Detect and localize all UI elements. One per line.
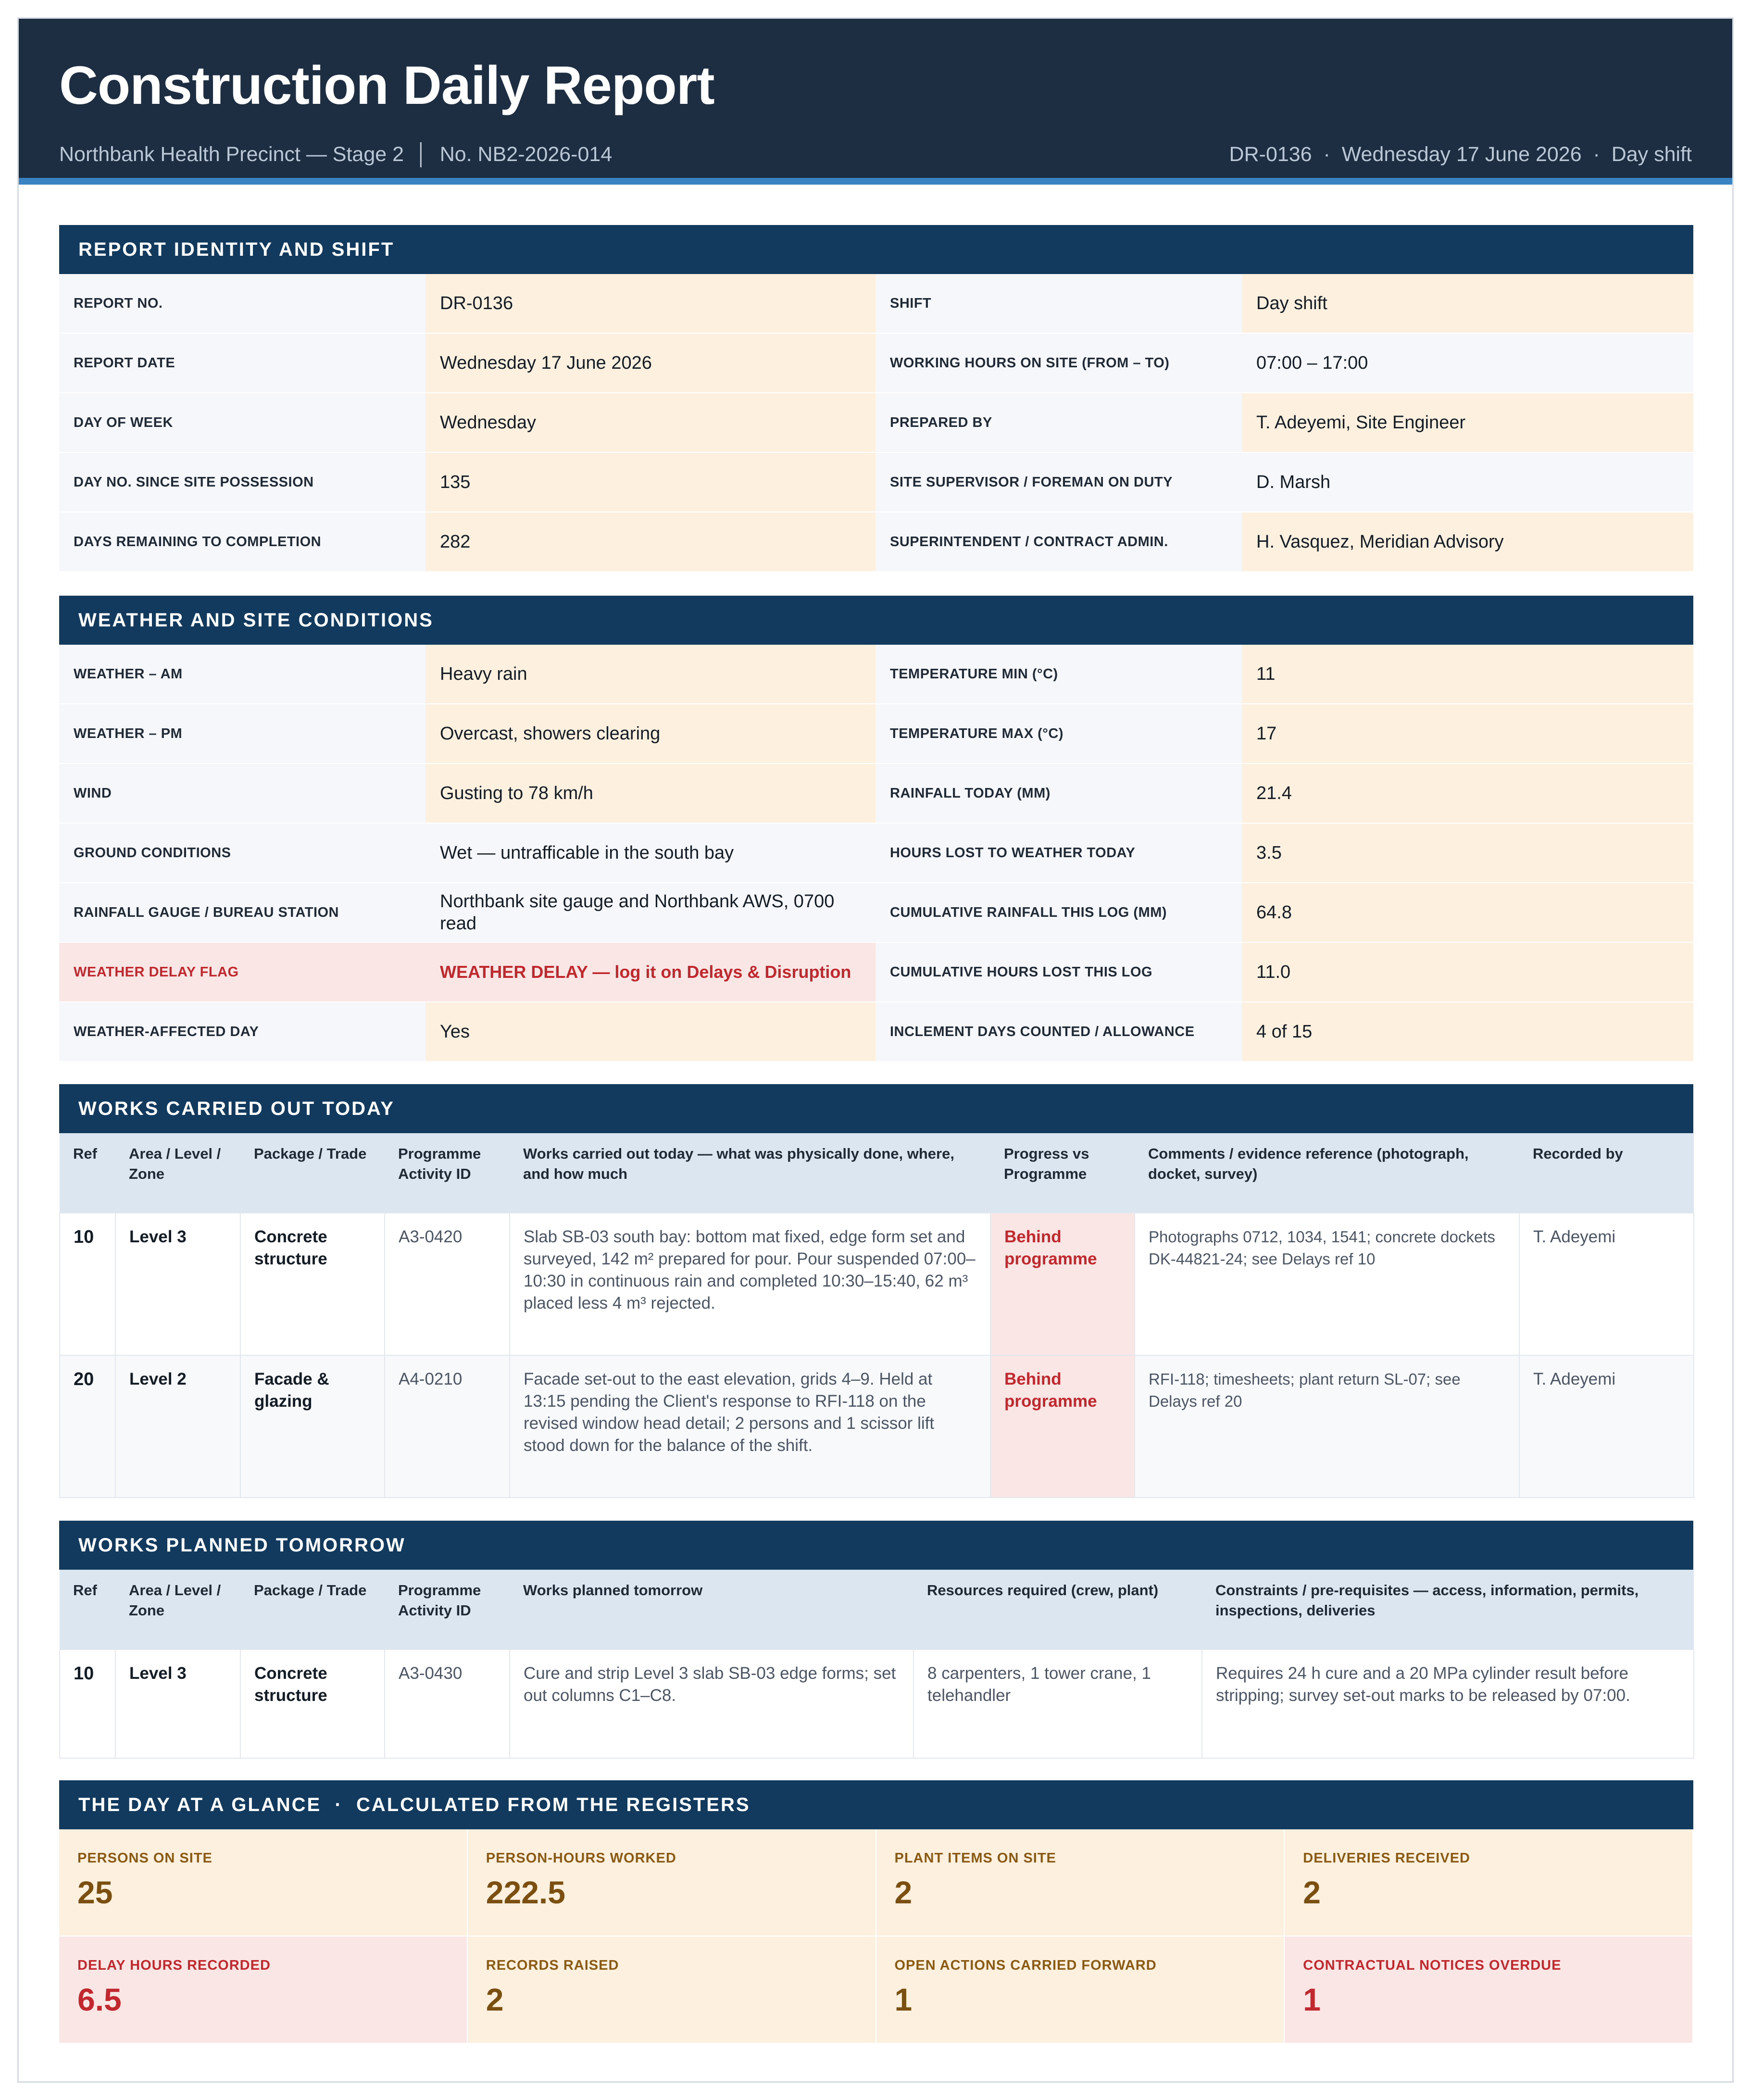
stat-tile	[876, 1937, 1285, 2044]
field-label: WORKING HOURS ON SITE (FROM – TO)	[876, 334, 1242, 393]
field-value: DR-0136	[425, 274, 876, 334]
stat-tile-alert	[1285, 1937, 1693, 2044]
stat-tile	[1285, 1829, 1693, 1937]
field-value: Gusting to 78 km/h	[425, 764, 876, 824]
column-header: Recorded by	[1519, 1133, 1694, 1213]
activity-cell: A3-0430	[385, 1650, 510, 1758]
field-value: Northbank site gauge and Northbank AWS, 0700 read	[425, 883, 876, 943]
field-value: 282	[425, 512, 876, 572]
package-cell: Facade & glazing	[240, 1355, 385, 1498]
ref-cell: 10	[60, 1213, 115, 1355]
column-header: Resources required (crew, plant)	[913, 1570, 1202, 1650]
progress-cell: Behind programme	[990, 1213, 1135, 1355]
field-label: TEMPERATURE MAX (°C)	[876, 704, 1242, 764]
field-label: INCLEMENT DAYS COUNTED / ALLOWANCE	[876, 1002, 1242, 1062]
stat-value: 2	[894, 1875, 913, 1910]
column-header: Ref	[60, 1570, 115, 1650]
field-label: SHIFT	[876, 274, 1242, 334]
field-value: 4 of 15	[1242, 1002, 1693, 1062]
field-label: GROUND CONDITIONS	[59, 824, 425, 883]
field-value: Yes	[425, 1002, 876, 1062]
stat-tile-alert	[59, 1937, 468, 2044]
weather-grid	[59, 645, 1693, 1062]
section-heading: WORKS PLANNED TOMORROW	[59, 1521, 1693, 1570]
stat-value: 2	[486, 1982, 504, 2017]
field-value: 07:00 – 17:00	[1242, 334, 1693, 393]
stat-tile	[468, 1829, 876, 1937]
field-label: REPORT NO.	[59, 274, 425, 334]
works-cell: Cure and strip Level 3 slab SB-03 edge forms; set out columns C1–C8.	[510, 1650, 913, 1758]
field-value: 64.8	[1242, 883, 1693, 943]
field-value: D. Marsh	[1242, 453, 1693, 512]
table-row	[60, 1650, 1694, 1758]
field-label: WEATHER – PM	[59, 704, 425, 764]
field-label: RAINFALL GAUGE / BUREAU STATION	[59, 883, 425, 943]
column-header: Programme Activity ID	[385, 1133, 510, 1213]
field-value: Heavy rain	[425, 645, 876, 704]
stat-value: 6.5	[77, 1982, 122, 2017]
field-label: PREPARED BY	[876, 393, 1242, 453]
area-cell: Level 2	[115, 1355, 240, 1498]
comments-cell: RFI-118; timesheets; plant return SL-07; see Delays ref 20	[1135, 1355, 1519, 1498]
works-tomorrow-table	[59, 1570, 1694, 1759]
field-label: HOURS LOST TO WEATHER TODAY	[876, 824, 1242, 883]
column-header: Area / Level / Zone	[115, 1133, 240, 1213]
stat-label: CONTRACTUAL NOTICES OVERDUE	[1303, 1958, 1562, 1973]
works-today-table	[59, 1133, 1694, 1498]
stat-tile	[59, 1829, 468, 1937]
stat-value: 222.5	[486, 1875, 565, 1910]
progress-cell: Behind programme	[990, 1355, 1135, 1498]
works-tomorrow-section	[59, 1521, 1693, 1759]
stat-label: OPEN ACTIONS CARRIED FORWARD	[894, 1958, 1157, 1973]
field-label: RAINFALL TODAY (MM)	[876, 764, 1242, 824]
field-value: Wednesday	[425, 393, 876, 453]
glance-grid	[59, 1829, 1693, 2044]
comments-cell: Photographs 0712, 1034, 1541; concrete dockets DK-44821-24; see Delays ref 10	[1135, 1213, 1519, 1355]
field-value: Wednesday 17 June 2026	[425, 334, 876, 393]
stat-value: 2	[1303, 1875, 1321, 1910]
field-value: Overcast, showers clearing	[425, 704, 876, 764]
package-cell: Concrete structure	[240, 1650, 385, 1758]
field-value: Wet — untrafficable in the south bay	[425, 824, 876, 883]
ref-cell: 20	[60, 1355, 115, 1498]
field-value: 11.0	[1242, 943, 1693, 1002]
report-sheet	[17, 17, 1734, 2083]
stat-label: RECORDS RAISED	[486, 1958, 619, 1973]
column-header: Comments / evidence reference (photograph, docket, survey)	[1135, 1133, 1519, 1213]
field-label: DAYS REMAINING TO COMPLETION	[59, 512, 425, 572]
weather-delay-flag-label: WEATHER DELAY FLAG	[59, 943, 425, 1002]
field-value: T. Adeyemi, Site Engineer	[1242, 393, 1693, 453]
field-value: Day shift	[1242, 274, 1693, 334]
field-label: WEATHER – AM	[59, 645, 425, 704]
works-cell: Slab SB-03 south bay: bottom mat fixed, edge form set and surveyed, 142 m² prepared for pour. Pour suspended 07:00–10:30 in continuous rain and completed 10:30–15:40, 62 m³ placed less 4 m³ rejected.	[510, 1213, 990, 1355]
stat-label: DELAY HOURS RECORDED	[77, 1958, 271, 1973]
column-header: Programme Activity ID	[385, 1570, 510, 1650]
field-value: H. Vasquez, Meridian Advisory	[1242, 512, 1693, 572]
column-header: Constraints / pre-requisites — access, information, permits, inspections, deliveries	[1202, 1570, 1694, 1650]
field-label: DAY NO. SINCE SITE POSSESSION	[59, 453, 425, 512]
field-label: REPORT DATE	[59, 334, 425, 393]
activity-cell: A3-0420	[385, 1213, 510, 1355]
table-row	[60, 1355, 1694, 1498]
stat-tile	[876, 1829, 1285, 1937]
field-label: TEMPERATURE MIN (°C)	[876, 645, 1242, 704]
table-row	[60, 1213, 1694, 1355]
works-cell: Facade set-out to the east elevation, grids 4–9. Held at 13:15 pending the Client's response to RFI-118 on the revised window head detail; 2 persons and 1 scissor lift stood down for the balance of the shift.	[510, 1355, 990, 1498]
area-cell: Level 3	[115, 1213, 240, 1355]
identity-section	[59, 225, 1693, 572]
field-value: 21.4	[1242, 764, 1693, 824]
stat-value: 25	[77, 1875, 113, 1910]
column-header: Package / Trade	[240, 1133, 385, 1213]
column-header: Works planned tomorrow	[510, 1570, 913, 1650]
field-value: 135	[425, 453, 876, 512]
resources-cell: 8 carpenters, 1 tower crane, 1 telehandler	[913, 1650, 1202, 1758]
column-header: Ref	[60, 1133, 115, 1213]
stat-value: 1	[1303, 1982, 1321, 2017]
glance-section	[59, 1780, 1693, 2044]
report-meta-line: DR-0136 · Wednesday 17 June 2026 · Day shift	[1229, 143, 1692, 166]
stat-tile	[468, 1937, 876, 2044]
column-header: Package / Trade	[240, 1570, 385, 1650]
constraints-cell: Requires 24 h cure and a 20 MPa cylinder result before stripping; survey set-out marks to be released by 07:00.	[1202, 1650, 1694, 1758]
ref-cell: 10	[60, 1650, 115, 1758]
field-label: WIND	[59, 764, 425, 824]
column-header: Progress vs Programme	[990, 1133, 1135, 1213]
field-value: 3.5	[1242, 824, 1693, 883]
report-banner	[19, 19, 1732, 185]
project-line: Northbank Health Precinct — Stage 2 │ No. NB2-2026-014	[59, 143, 613, 166]
section-heading: WEATHER AND SITE CONDITIONS	[59, 596, 1693, 645]
weather-delay-flag-value: WEATHER DELAY — log it on Delays & Disruption	[425, 943, 876, 1002]
works-today-section	[59, 1084, 1693, 1498]
table-header-row	[60, 1570, 1694, 1650]
section-heading: REPORT IDENTITY AND SHIFT	[59, 225, 1693, 274]
activity-cell: A4-0210	[385, 1355, 510, 1498]
recorded-by-cell: T. Adeyemi	[1519, 1213, 1694, 1355]
field-label: WEATHER-AFFECTED DAY	[59, 1002, 425, 1062]
stat-label: PLANT ITEMS ON SITE	[894, 1850, 1056, 1866]
column-header: Area / Level / Zone	[115, 1570, 240, 1650]
area-cell: Level 3	[115, 1650, 240, 1758]
stat-label: PERSONS ON SITE	[77, 1850, 213, 1866]
field-value: 11	[1242, 645, 1693, 704]
package-cell: Concrete structure	[240, 1213, 385, 1355]
stat-label: DELIVERIES RECEIVED	[1303, 1850, 1470, 1866]
stat-label: PERSON-HOURS WORKED	[486, 1850, 676, 1866]
stat-value: 1	[894, 1982, 913, 2017]
table-header-row	[60, 1133, 1694, 1213]
field-label: CUMULATIVE HOURS LOST THIS LOG	[876, 943, 1242, 1002]
field-label: CUMULATIVE RAINFALL THIS LOG (MM)	[876, 883, 1242, 943]
column-header: Works carried out today — what was physically done, where, and how much	[510, 1133, 990, 1213]
section-heading: WORKS CARRIED OUT TODAY	[59, 1084, 1693, 1133]
field-label: SITE SUPERVISOR / FOREMAN ON DUTY	[876, 453, 1242, 512]
report-title: Construction Daily Report	[59, 55, 714, 115]
field-label: SUPERINTENDENT / CONTRACT ADMIN.	[876, 512, 1242, 572]
field-label: DAY OF WEEK	[59, 393, 425, 453]
weather-section	[59, 596, 1693, 1062]
recorded-by-cell: T. Adeyemi	[1519, 1355, 1694, 1498]
section-heading: THE DAY AT A GLANCE · CALCULATED FROM THE REGISTERS	[59, 1780, 1693, 1829]
field-value: 17	[1242, 704, 1693, 764]
identity-grid	[59, 274, 1693, 572]
